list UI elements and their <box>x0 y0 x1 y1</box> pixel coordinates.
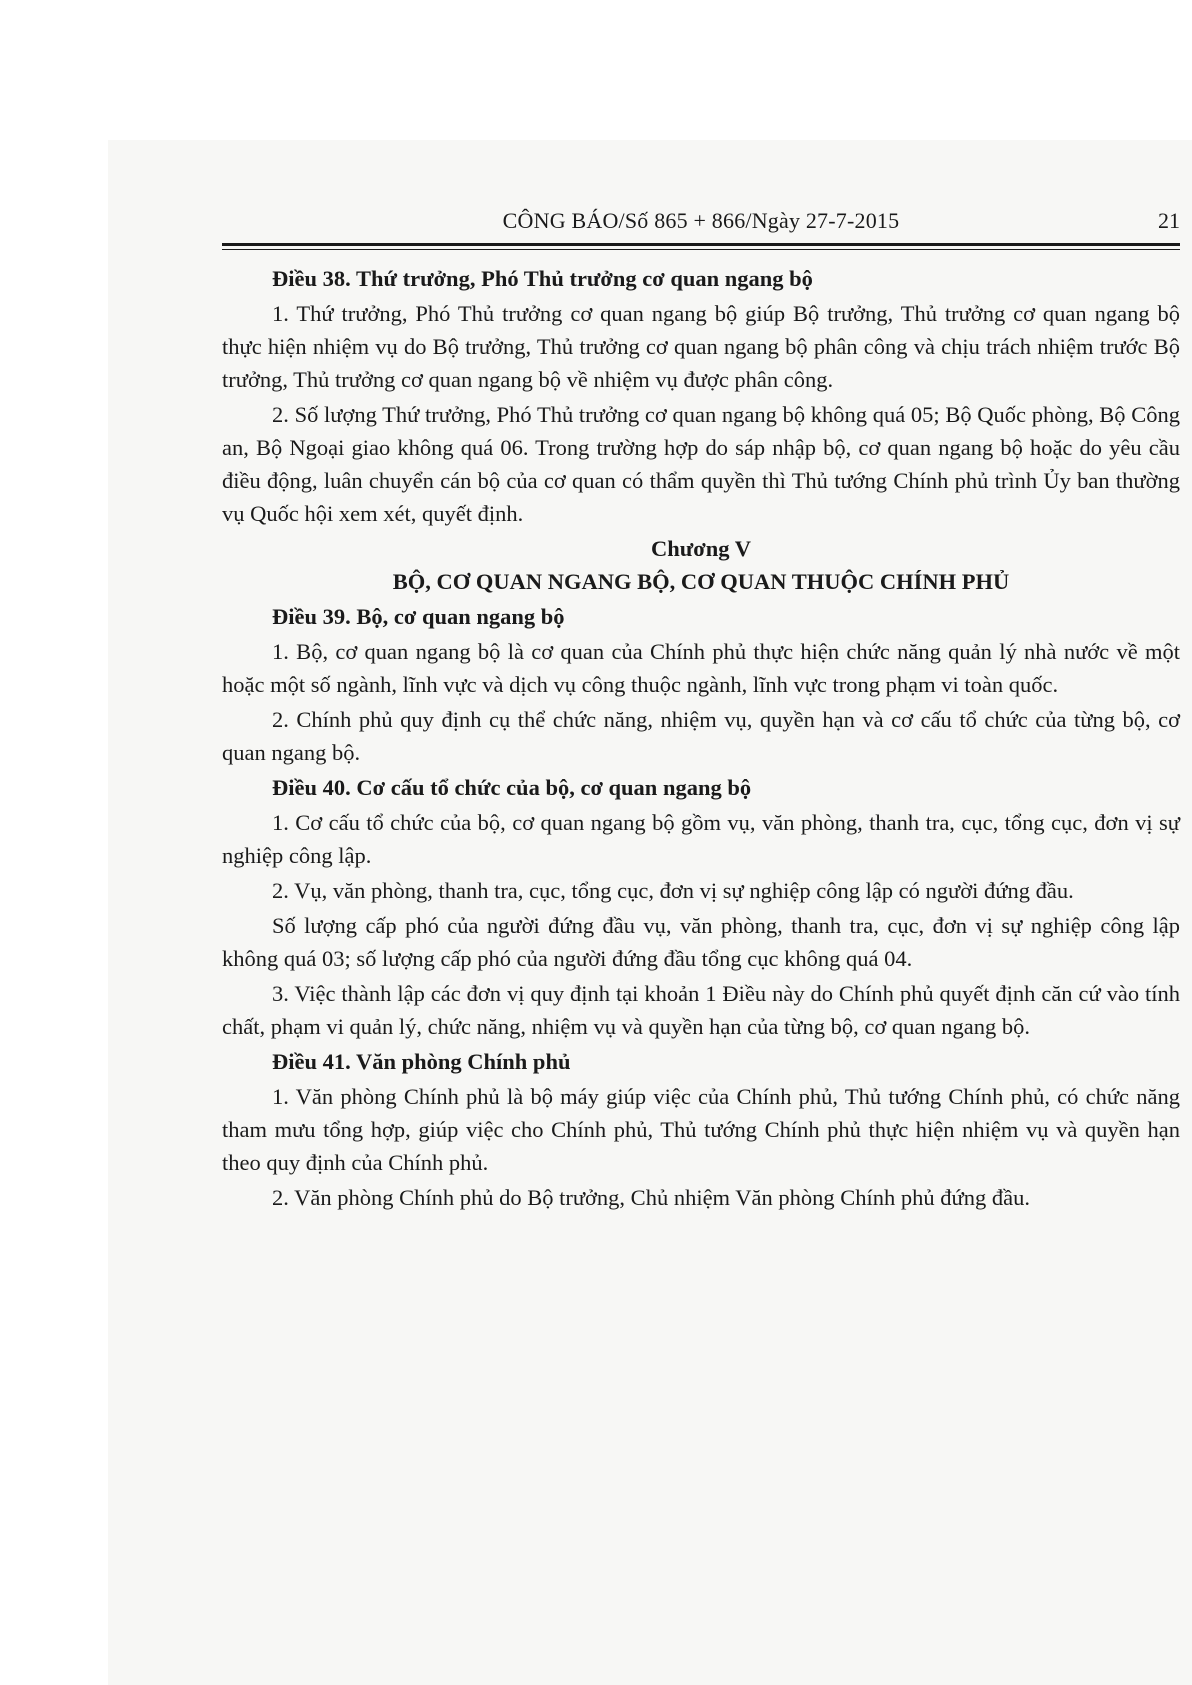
article-40-paragraph-3: Số lượng cấp phó của người đứng đầu vụ, văn phòng, thanh tra, cục, đơn vị sự nghiệp công lập không quá 03; số lượng cấp phó của người đứng đầu tổng cục không quá 04. <box>222 913 1180 971</box>
header-rule-thick <box>222 243 1180 246</box>
document-body <box>222 260 1180 1216</box>
article-41-paragraph-2: 2. Văn phòng Chính phủ do Bộ trưởng, Chủ nhiệm Văn phòng Chính phủ đứng đầu. <box>272 1185 1030 1210</box>
header-title: CÔNG BÁO/Số 865 + 866/Ngày 27-7-2015 <box>502 208 900 233</box>
page-number: 21 <box>1158 208 1180 233</box>
header-rule-thin <box>222 249 1180 250</box>
article-40-paragraph-2: 2. Vụ, văn phòng, thanh tra, cục, tổng cục, đơn vị sự nghiệp công lập có người đứng đầu. <box>272 878 1074 903</box>
article-40-title: Điều 40. Cơ cấu tổ chức của bộ, cơ quan ngang bộ <box>272 775 752 800</box>
article-41-title: Điều 41. Văn phòng Chính phủ <box>272 1049 571 1074</box>
chapter-title: BỘ, CƠ QUAN NGANG BỘ, CƠ QUAN THUỘC CHÍNH PHỦ <box>392 569 1010 594</box>
article-38-paragraph-2: 2. Số lượng Thứ trưởng, Phó Thủ trưởng cơ quan ngang bộ không quá 05; Bộ Quốc phòng, Bộ Công an, Bộ Ngoại giao không quá 06. Trong trường hợp do sáp nhập bộ, cơ quan ngang bộ hoặc do yêu cầu điều động, luân chuyển cán bộ của cơ quan có thẩm quyền thì Thủ tướng Chính phủ trình Ủy ban thường vụ Quốc hội xem xét, quyết định. <box>222 402 1180 526</box>
article-39-paragraph-2: 2. Chính phủ quy định cụ thể chức năng, nhiệm vụ, quyền hạn và cơ cấu tổ chức của từng bộ, cơ quan ngang bộ. <box>222 707 1180 765</box>
article-38-paragraph-1: 1. Thứ trưởng, Phó Thủ trưởng cơ quan ngang bộ giúp Bộ trưởng, Thủ trưởng cơ quan ngang bộ thực hiện nhiệm vụ do Bộ trưởng, Thủ trưởng cơ quan ngang bộ phân công và chịu trách nhiệm trước Bộ trưởng, Thủ trưởng cơ quan ngang bộ về nhiệm vụ được phân công. <box>222 301 1180 392</box>
article-40-paragraph-1: 1. Cơ cấu tổ chức của bộ, cơ quan ngang bộ gồm vụ, văn phòng, thanh tra, cục, tổng cục, đơn vị sự nghiệp công lập. <box>222 810 1180 868</box>
article-40-paragraph-4: 3. Việc thành lập các đơn vị quy định tại khoản 1 Điều này do Chính phủ quyết định căn cứ vào tính chất, phạm vi quản lý, chức năng, nhiệm vụ và quyền hạn của từng bộ, cơ quan ngang bộ. <box>222 981 1180 1039</box>
page-header <box>222 208 1180 244</box>
chapter-label: Chương V <box>651 536 751 561</box>
article-38-title: Điều 38. Thứ trưởng, Phó Thủ trưởng cơ quan ngang bộ <box>272 266 813 291</box>
article-39-paragraph-1: 1. Bộ, cơ quan ngang bộ là cơ quan của Chính phủ thực hiện chức năng quản lý nhà nước về một hoặc một số ngành, lĩnh vực và dịch vụ công thuộc ngành, lĩnh vực trong phạm vi toàn quốc. <box>222 639 1180 697</box>
article-41-paragraph-1: 1. Văn phòng Chính phủ là bộ máy giúp việc của Chính phủ, Thủ tướng Chính phủ, có chức năng tham mưu tổng hợp, giúp việc cho Chính phủ, Thủ tướng Chính phủ thực hiện nhiệm vụ và quyền hạn theo quy định của Chính phủ. <box>222 1084 1180 1175</box>
article-39-title: Điều 39. Bộ, cơ quan ngang bộ <box>272 604 565 629</box>
